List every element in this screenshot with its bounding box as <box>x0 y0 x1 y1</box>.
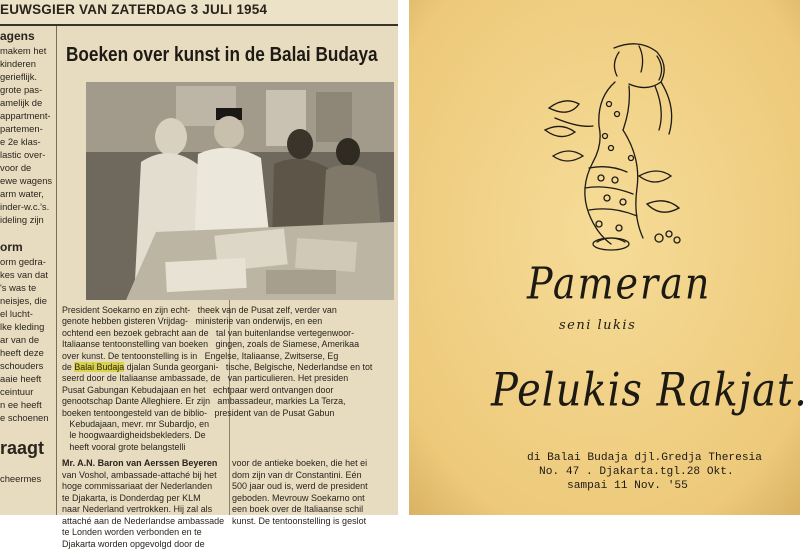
left-column-line: cheermes <box>0 472 55 485</box>
article-line: attaché aan de Nederlandse ambassade <box>62 516 226 528</box>
left-column-line <box>0 424 55 437</box>
left-column-line: voor de <box>0 161 55 174</box>
exhibition-booklet-cover <box>409 0 800 515</box>
left-column-line: ceintuur <box>0 385 55 398</box>
caption-line: Italiaanse tentoonstelling van boeken gingen, zoals de Siamese, Amerikaa <box>62 339 396 350</box>
article-line: 500 jaar oud is, werd de president <box>232 481 396 493</box>
left-column-line: kinderen <box>0 57 55 70</box>
left-column-line: makem het <box>0 44 55 57</box>
line-drawing-figure <box>519 38 709 253</box>
caption-line: President Soekarno en zijn echt- theek van de Pusat zelf, verder van <box>62 305 396 316</box>
left-column-line: e schoenen <box>0 411 55 424</box>
left-column-line: gerieflijk. <box>0 70 55 83</box>
left-column-line: lastic over- <box>0 148 55 161</box>
newspaper-clipping <box>0 0 398 515</box>
article-line: dom zijn van dr Constantini. Eén <box>232 470 396 482</box>
article-line: naar Nederland vertrokken. Hij zal als <box>62 504 226 516</box>
cover-title-pelukis-rakjat: Pelukis Rakjat. <box>491 364 808 417</box>
article-line: kunst. De tentoonstelling is geslot <box>232 516 396 528</box>
article-line: een boek over de Italiaanse schil <box>232 504 396 516</box>
cover-address-date-line: No. 47 . Djakarta.tgl.28 Okt. <box>539 466 734 478</box>
cover-venue-line: di Balai Budaja djl.Gredja Theresia <box>527 452 762 464</box>
left-column-line: e 2e klas- <box>0 135 55 148</box>
left-column-text <box>0 28 55 485</box>
caption-line: le hoogwaardigheidsbekleders. De <box>62 430 396 441</box>
left-column-line: el lucht- <box>0 307 55 320</box>
article-headline: Boeken over kunst in de Balai Budaya <box>66 44 378 67</box>
caption-line: Kebudajaan, mevr. mr Subardjo, en <box>62 419 396 430</box>
caption-line: de Balai Budaja djalan Sunda georgani- tische, Belgische, Nederlandse en tot <box>62 362 396 373</box>
left-column-line: neisjes, die <box>0 294 55 307</box>
cover-end-date-line: sampai 11 Nov. '55 <box>567 480 688 492</box>
caption-line: genote hebben gisteren Vrijdag- ministerie van onderwijs, en een <box>62 316 396 327</box>
masthead-text: EUWSGIER VAN ZATERDAG 3 JULI 1954 <box>0 2 267 17</box>
left-column-line: aaie heeft <box>0 372 55 385</box>
article-body-left <box>62 458 226 550</box>
highlighted-text: Balai Budaja <box>74 362 124 372</box>
left-column-line: raagt <box>0 437 55 459</box>
left-column-line: amelijk de <box>0 96 55 109</box>
newspaper-masthead <box>0 0 398 26</box>
left-column-line: heeft deze <box>0 346 55 359</box>
left-column-line: n ee heeft <box>0 398 55 411</box>
caption-line: boeken tentoongesteld van de biblio- president van de Pusat Gabun <box>62 408 396 419</box>
left-column-line: grote pas- <box>0 83 55 96</box>
caption-line: ochtend een bezoek gebracht aan de tal van buitenlandse vertegenwoor- <box>62 328 396 339</box>
caption-line: seerd door de Italiaanse ambassade, de van particulieren. Het presiden <box>62 373 396 384</box>
left-column-line: 's was te <box>0 281 55 294</box>
article-line: Djakarta worden opgevolgd door de <box>62 539 226 550</box>
article-line: te Djakarta, is Donderdag per KLM <box>62 493 226 505</box>
caption-line: genootschap Dante Alleghiere. Er zijn ambassadeur, markies La Terza, <box>62 396 396 407</box>
left-column-line: orm <box>0 239 55 255</box>
left-column-line: ar van de <box>0 333 55 346</box>
photo-illustration <box>86 82 394 300</box>
left-column-line: ewe wagens <box>0 174 55 187</box>
caption-line: heeft vooral grote belangstelli <box>62 442 396 453</box>
left-column-line <box>0 226 55 239</box>
caption-line: over kunst. De tentoonstelling is in Engelse, Italiaanse, Zwitserse, Eg <box>62 351 396 362</box>
left-column-line <box>0 459 55 472</box>
article-line: voor de antieke boeken, die het ei <box>232 458 396 470</box>
left-column-line: lke kleding <box>0 320 55 333</box>
photo-caption <box>62 305 396 453</box>
left-column-line: schouders <box>0 359 55 372</box>
article-line: te Londen worden verbonden en te <box>62 527 226 539</box>
article-line: van Voshol, ambassade-attaché bij het <box>62 470 226 482</box>
left-column-line: inder-w.c.'s. <box>0 200 55 213</box>
left-column-line: kes van dat <box>0 268 55 281</box>
left-column-line: agens <box>0 28 55 44</box>
cover-title-pameran: Pameran <box>527 258 711 309</box>
article-body-right <box>232 458 396 527</box>
caption-line: Pusat Gabungan Kebudajaan en het echtpaar werd ontvangen door <box>62 385 396 396</box>
column-rule <box>56 26 57 515</box>
left-column-line: orm gedra- <box>0 255 55 268</box>
left-column-line: appartment- <box>0 109 55 122</box>
article-line: Mr. A.N. Baron van Aerssen Beyeren <box>62 458 226 470</box>
left-column-line: ideling zijn <box>0 213 55 226</box>
article-line: geboden. Mevrouw Soekarno ont <box>232 493 396 505</box>
cover-subtitle: seni lukis <box>559 318 636 333</box>
article-line: hoge commissariaat der Nederlanden <box>62 481 226 493</box>
news-photo <box>86 82 394 300</box>
left-column-line: arm water, <box>0 187 55 200</box>
left-column-line: partemen- <box>0 122 55 135</box>
